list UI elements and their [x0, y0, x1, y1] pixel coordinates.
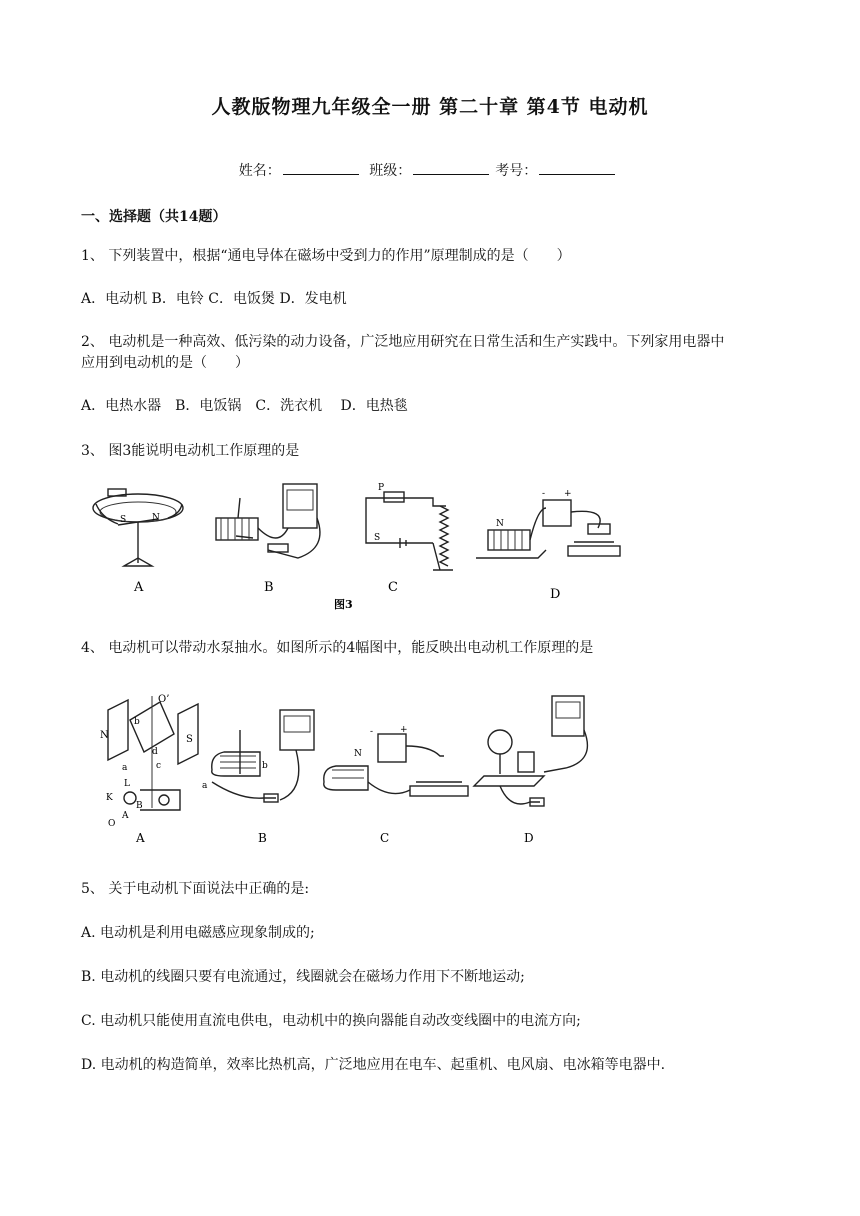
figure-3-a-compass-coil	[93, 489, 183, 566]
figure-3-label-plus: +	[564, 489, 572, 499]
class-label: 班级：	[369, 163, 412, 179]
figure-4-label-c: c	[156, 761, 162, 771]
figure-3-d-battery-rheostat	[476, 489, 620, 558]
question-5-stem: 5、 关于电动机下面说法中正确的是:	[81, 881, 310, 897]
figure-3-c-spring-circuit	[366, 483, 453, 570]
figure-4-option-b: B	[258, 831, 267, 845]
figure-3-b-magnet-galvanometer	[216, 484, 320, 558]
figure-3-option-b: B	[264, 580, 274, 595]
figure-4-label-b2: B	[136, 801, 143, 811]
question-2-options: A．电热水器 B．电饭锅 C．洗衣机 D．电热毯	[81, 398, 408, 414]
question-5-option-b: B. 电动机的线圈只要有电流通过，线圈就会在磁场力作用下不断地运动;	[81, 969, 525, 985]
student-info	[0, 160, 860, 180]
exam-label: 考号：	[495, 163, 538, 179]
figure-3-label-s: S	[120, 515, 127, 525]
figure-3-label-minus: -	[542, 489, 546, 499]
figure-4-label-d: d	[152, 747, 158, 757]
figure-4-d-generator-galvanometer	[474, 696, 587, 806]
figure-3-label-n: N	[152, 513, 160, 523]
question-2-stem-line-2: 应用到电动机的是（ ）	[81, 355, 249, 371]
figure-4-label-b: b	[134, 717, 140, 727]
question-1-stem: 1、 下列装置中，根据“通电导体在磁场中受到力的作用”原理制成的是（ ）	[81, 248, 571, 264]
figure-3-label-n2: N	[496, 519, 504, 529]
figure-4-c-battery-rheostat	[324, 725, 468, 796]
figure-4-label-a2: A	[122, 811, 129, 821]
figure-3-option-c: C	[388, 580, 398, 595]
figure-3-label-p: P	[378, 483, 385, 493]
figure-4-label-o: O	[108, 819, 116, 829]
figure-4-b-magnet-galvanometer	[202, 710, 314, 802]
figure-4-label-plus: +	[400, 725, 408, 735]
page-title: 人教版物理九年级全一册 第二十章 第4节 电动机	[211, 96, 649, 118]
exam-blank[interactable]	[539, 162, 615, 175]
name-blank[interactable]	[283, 162, 359, 175]
figure-4-label-b-b: b	[262, 761, 268, 771]
section-heading: 一、选择题（共14题）	[81, 209, 227, 225]
figure-4	[100, 690, 620, 850]
question-5-option-a: A. 电动机是利用电磁感应现象制成的;	[81, 925, 315, 941]
figure-3-option-d: D	[550, 587, 561, 602]
figure-3-caption: 图3	[334, 598, 353, 611]
question-1-options: A．电动机 B．电铃 C．电饭煲 D．发电机	[81, 291, 347, 307]
figure-4-label-minus: -	[370, 727, 374, 737]
figure-4-label-o-prime: O’	[158, 694, 170, 705]
figure-4-label-a: a	[122, 763, 128, 773]
figure-4-label-n-c: N	[354, 749, 362, 759]
figure-4-label-n: N	[100, 730, 109, 741]
figure-4-label-a-b: a	[202, 781, 208, 791]
figure-4-option-a: A	[136, 831, 145, 845]
question-5-option-d: D. 电动机的构造简单，效率比热机高，广泛地应用在电车、起重机、电风扇、电冰箱等电器中.	[81, 1057, 666, 1073]
question-4-stem: 4、 电动机可以带动水泵抽水。如图所示的4幅图中，能反映出电动机工作原理的是	[81, 640, 594, 656]
question-5-option-c: C. 电动机只能使用直流电供电，电动机中的换向器能自动改变线圈中的电流方向;	[81, 1013, 581, 1029]
figure-4-label-k: K	[106, 793, 113, 803]
figure-4-a-coil-between-poles	[100, 694, 198, 829]
class-blank[interactable]	[413, 162, 489, 175]
figure-3-option-a: A	[134, 580, 144, 595]
figure-4-label-s: S	[186, 734, 193, 745]
question-3-stem: 3、 图3能说明电动机工作原理的是	[81, 443, 300, 459]
figure-4-option-c: C	[380, 831, 390, 845]
figure-3-label-s2: S	[374, 533, 381, 543]
name-label: 姓名：	[238, 163, 281, 179]
figure-3	[88, 478, 628, 613]
figure-4-label-l: L	[124, 779, 130, 789]
question-2-stem-line-1: 2、 电动机是一种高效、低污染的动力设备，广泛地应用研究在日常生活和生产实践中。下列家用电器中	[81, 334, 725, 350]
figure-4-option-d: D	[524, 831, 534, 845]
